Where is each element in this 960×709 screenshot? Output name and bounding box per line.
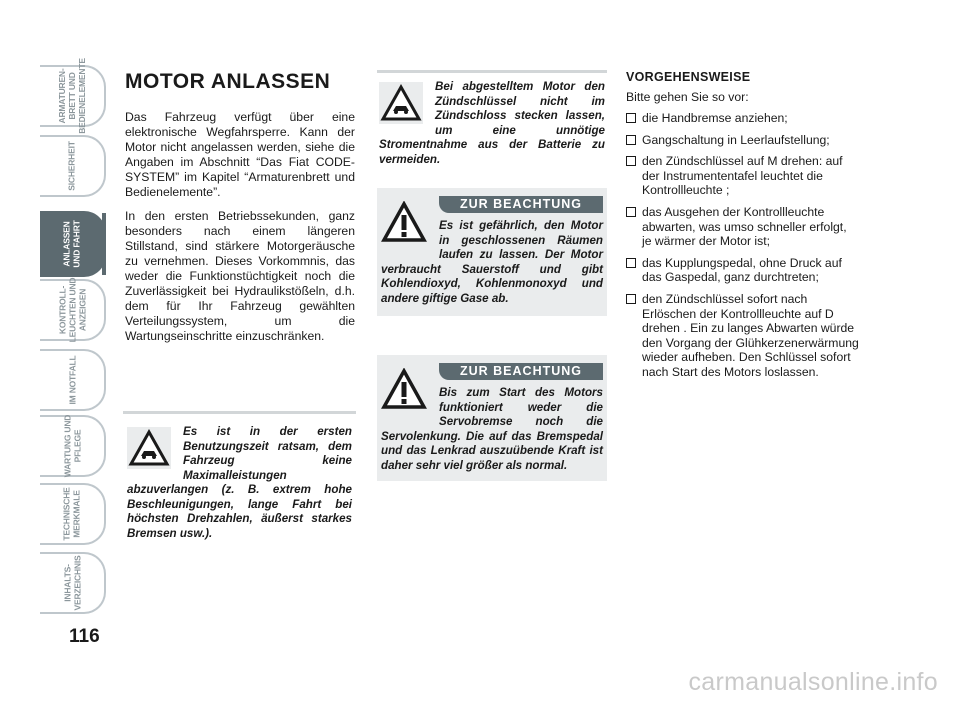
divider-line (377, 70, 607, 73)
warning-triangle-icon (381, 201, 427, 248)
tab-label: IM NOTFALL (67, 355, 77, 405)
checkbox-bullet-icon (626, 156, 636, 166)
procedure-column (626, 70, 859, 387)
note-key (377, 74, 607, 166)
tab-label: TECHNISCHE MERKMALE (61, 487, 82, 541)
car-caution-icon (127, 427, 171, 474)
procedure-step (626, 256, 859, 285)
tab-label: INHALTS- VERZEICHNIS (61, 555, 82, 611)
intro-column (125, 70, 355, 353)
checkbox-bullet-icon (626, 135, 636, 145)
procedure-intro: Bitte gehen Sie so vor: (626, 90, 749, 104)
warning-badge: ZUR BEACHTUNG (439, 196, 603, 213)
warning-box-servo (377, 355, 607, 481)
step-text: den Zündschlüssel sofort nach Erlöschen der Kontrollleuchte auf D drehen . Ein zu langes Abwarten würde den Vorgang der Glühkerzenerwärmung wieder aufheben. Den Schlüssel sofort nach Start des Motors loslassen. (642, 291, 859, 379)
procedure-step (626, 133, 859, 148)
procedure-step (626, 111, 859, 126)
paragraph-immobilizer: Das Fahrzeug verfügt über eine elektronische Wegfahrsperre. Kann der Motor nicht angelassen werden, siehe die Angaben im Abschnitt “Das Fiat CODE-SYSTEM” im Kapitel “Armaturenbrett und Bedienelemente”. (125, 110, 355, 199)
step-text: Gangschaltung in Leerlaufstellung; (642, 132, 830, 147)
tab-technische-merkmale[interactable] (40, 483, 106, 545)
step-text: die Handbremse anziehen; (642, 111, 788, 125)
tab-label: SICHERHEIT (66, 141, 77, 191)
tab-label: ANLASSEN UND FAHRT (62, 220, 82, 268)
tab-armaturenbrett[interactable] (40, 58, 106, 134)
checkbox-bullet-icon (626, 207, 636, 217)
warning-badge: ZUR BEACHTUNG (439, 363, 603, 380)
note-text: Bei abgestelltem Motor den Zündschlüssel nicht im Zündschloss stecken lassen, um eine unnötige Stromentnahme aus der Batterie zu vermeiden. (379, 80, 605, 166)
paragraph-engine-noise: In den ersten Betriebssekunden, ganz besonders nach einem längeren Stillstand, sind stärkere Motorgeräusche zu vernehmen. Dieses Vorkommnis, das weder die Funktionstüchtigkeit noch die Zuverlässigkeit bei Hydraulikstößeln, d.h. dem für Ihr Fahrzeug gewählten Verteilungssystem, um die Wartungseinschritte einzuschränken. (125, 209, 355, 343)
tab-kontrollleuchten[interactable] (40, 279, 106, 341)
checkbox-bullet-icon (626, 258, 636, 268)
warning-triangle-icon (381, 368, 427, 415)
procedure-step (626, 205, 859, 249)
tab-im-notfall[interactable] (40, 349, 106, 411)
note-text: Es ist in der ersten Benutzungszeit ratsam, dem Fahrzeug keine Maximalleistungen abzuverlangen (z. B. extrem hohe Beschleunigungen, lange Fahrt bei höchsten Drehzahlen, äußerst starkes Bremsen usw.). (127, 425, 352, 540)
procedure-step (626, 154, 859, 198)
note-run-in (123, 415, 356, 540)
procedure-heading: VORGEHENSWEISE (626, 70, 751, 84)
checkbox-bullet-icon (626, 113, 636, 123)
warning-text: Es ist gefährlich, den Motor in geschlossenen Räumen laufen zu lassen. Der Motor verbraucht Sauerstoff und gibt Kohlendioxyd, Kohlenmonoxyd und andere giftige Gase ab. (381, 219, 603, 305)
warning-box-gases (377, 188, 607, 316)
checkbox-bullet-icon (626, 294, 636, 304)
tab-label: WARTUNG UND PFLEGE (62, 414, 82, 478)
tab-wartung-und-pflege[interactable] (40, 415, 106, 477)
procedure-steps (626, 111, 859, 380)
step-text: den Zündschlüssel auf M drehen: auf der Instrumententafel leuchtet die Kontrollleuchte ; (642, 154, 843, 198)
divider-line (123, 411, 356, 414)
page-title: MOTOR ANLASSEN (125, 70, 331, 93)
page-number: 116 (69, 626, 100, 647)
step-text: das Ausgehen der Kontrollleuchte abwarten, was umso schneller erfolgt, je wärmer der Motor ist; (642, 204, 847, 249)
tab-anlassen-und-fahrt[interactable] (40, 211, 106, 277)
tab-label: ARMATUREN- BRETT UND BEDIENELEMENTE (57, 58, 88, 134)
step-text: das Kupplungspedal, ohne Druck auf das Gaspedal, ganz durchtreten; (642, 255, 842, 285)
car-caution-icon (379, 82, 423, 129)
watermark: carmanualsonline.info (688, 668, 938, 696)
tab-label: KONTROLL- LEUCHTEN UND ANZEIGEN (57, 277, 87, 343)
tab-inhaltsverzeichnis[interactable] (40, 552, 106, 614)
procedure-step (626, 292, 859, 380)
tab-sicherheit[interactable] (40, 135, 106, 197)
warning-text: Bis zum Start des Motors funktioniert weder die Servobremse noch die Servolenkung. Die auf das Bremspedal und das Lenkrad auszuübende Kraft ist daher sehr viel größer als normal. (381, 386, 603, 472)
